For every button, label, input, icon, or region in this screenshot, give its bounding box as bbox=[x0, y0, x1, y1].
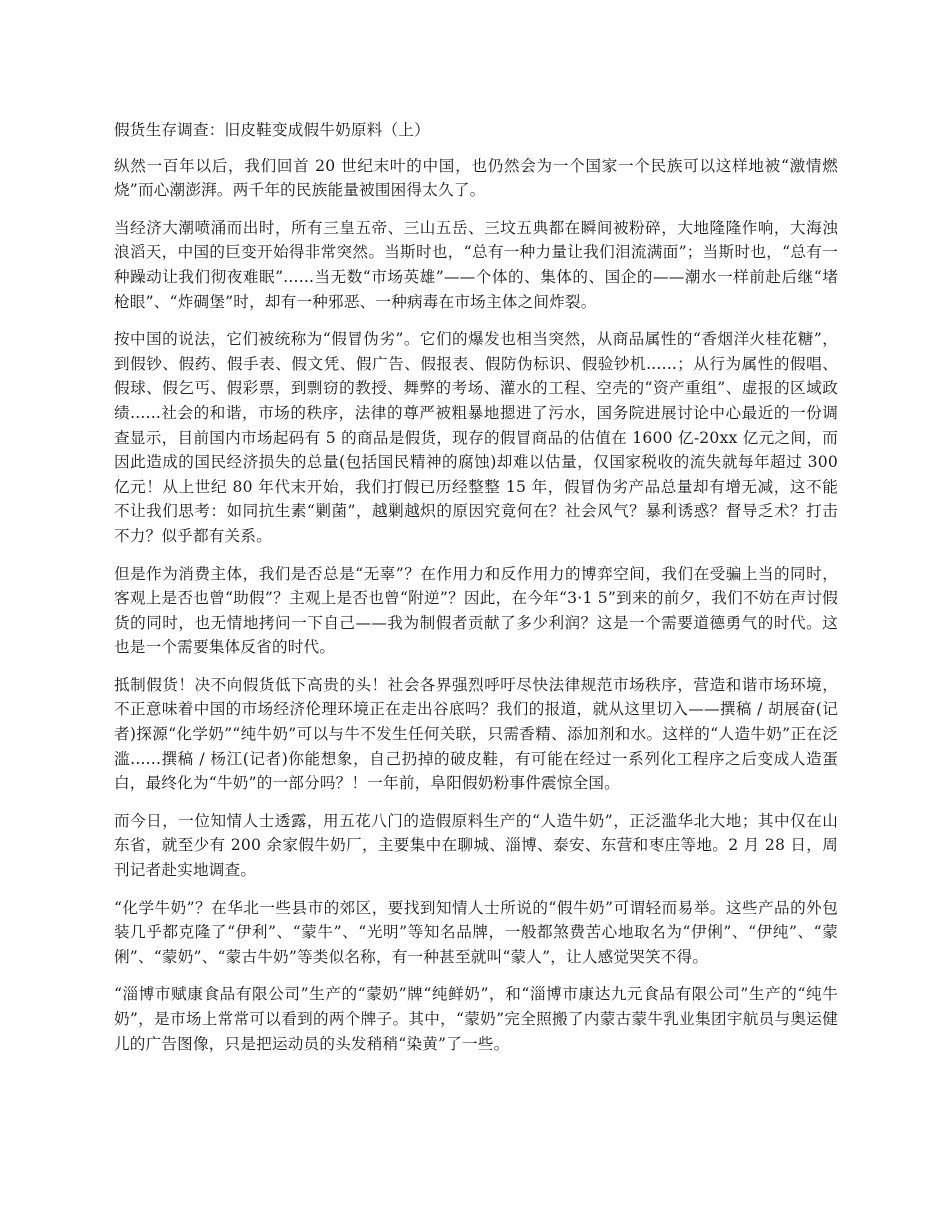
paragraph: 当经济大潮喷涌而出时，所有三皇五帝、三山五岳、三坟五典都在瞬间被粉碎，大地隆隆作响，大海浊浪滔天，中国的巨变开始得非常突然。当斯时也，“总有一种力量让我们泪流满面”；当斯时也，“总有一种躁动让我们彻夜难眠”......当无数“市场英雄”——个体的、集体的、国企的——潮水一样前赴后继“堵枪眼”、“炸碉堡”时，却有一种邪恶、一种病毒在市场主体之间炸裂。 bbox=[114, 218, 838, 311]
document-page bbox=[114, 118, 838, 1069]
paragraph: 但是作为消费主体，我们是否总是“无辜”？在作用力和反作用力的博弈空间，我们在受骗上当的同时，客观上是否也曾“助假”？主观上是否也曾“附逆”？因此，在今年“3·1 5”到来的前夕，我们不妨在声讨假货的同时，也无情地拷问一下自己——我为制假者贡献了多少利润？这是一个需要道德勇气的时代。这也是一个需要集体反省的时代。 bbox=[114, 564, 838, 657]
paragraph: “淄博市赋康食品有限公司”生产的“蒙奶”牌“纯鲜奶”，和“淄博市康达九元食品有限公司”生产的“纯牛奶”，是市场上常常可以看到的两个牌子。其中，“蒙奶”完全照搬了内蒙古蒙牛乳业集团宇航员与奥运健儿的广告图像，只是把运动员的头发稍稍“染黄”了一些。 bbox=[114, 985, 838, 1053]
document-title: 假货生存调查：旧皮鞋变成假牛奶原料（上） bbox=[114, 121, 430, 139]
paragraph: 而今日，一位知情人士透露，用五花八门的造假原料生产的“人造牛奶”，正泛滥华北大地；其中仅在山东省，就至少有 200 余家假牛奶厂，主要集中在聊城、淄博、泰安、东营和枣庄等地。2 月 28 日，周刊记者赴实地调查。 bbox=[114, 811, 838, 880]
paragraph: 按中国的说法，它们被统称为“假冒伪劣”。它们的爆发也相当突然，从商品属性的“香烟洋火桂花糖”，到假钞、假药、假手表、假文凭、假广告、假报表、假防伪标识、假验钞机......；从行为属性的假唱、假球、假乞丐、假彩票，到剽窃的教授、舞弊的考场、灌水的工程、空壳的“资产重组”、虚报的区域政绩......社会的和谐，市场的秩序，法律的尊严被粗暴地摁进了污水，国务院进展讨论中心最近的一份调查显示，目前国内市场起码有 5 的商品是假货，现存的假冒商品的估值在 1600 亿-20xx 亿元之间，而因此造成的国民经济损失的总量(包括国民精神的腐蚀)却难以估量，仅国家税收的流失就每年超过 300 亿元！从上世纪 80 年代末开始，我们打假已历经整整 15 年，假冒伪劣产品总量却有增无减，这不能不让我们思考：如同抗生素“剿菌”，越剿越炽的原因究竟何在？社会风气？暴利诱惑？督导乏术？打击不力？似乎都有关系。 bbox=[114, 330, 838, 545]
paragraph: 抵制假货！决不向假货低下高贵的头！社会各界强烈呼吁尽快法律规范市场秩序，营造和谐市场环境，不正意味着中国的市场经济伦理环境正在走出谷底吗？我们的报道，就从这里切入——撰稿 / 胡展奋(记者)探源“化学奶”“纯牛奶”可以与牛不发生任何关联，只需香精、添加剂和水。这样的“人造牛奶”正在泛滥......撰稿 / 杨江(记者)你能想象，自己扔掉的破皮鞋，有可能在经过一系列化工程序之后变成人造蛋白，最终化为“牛奶”的一部分吗？！一年前，阜阳假奶粉事件震惊全国。 bbox=[114, 675, 838, 793]
paragraph: “化学牛奶”？在华北一些县市的郊区，要找到知情人士所说的“假牛奶”可谓轻而易举。这些产品的外包装几乎都克隆了“伊利”、“蒙牛”、“光明”等知名品牌，一般都煞费苦心地取名为“伊俐”、“伊纯”、“蒙俐”、“蒙奶”、“蒙古牛奶”等类似名称，有一种甚至就叫“蒙人”，让人感觉哭笑不得。 bbox=[114, 898, 838, 966]
paragraph: 纵然一百年以后，我们回首 20 世纪末叶的中国，也仍然会为一个国家一个民族可以这样地被“激情燃烧”而心潮澎湃。两千年的民族能量被围困得太久了。 bbox=[114, 156, 838, 200]
